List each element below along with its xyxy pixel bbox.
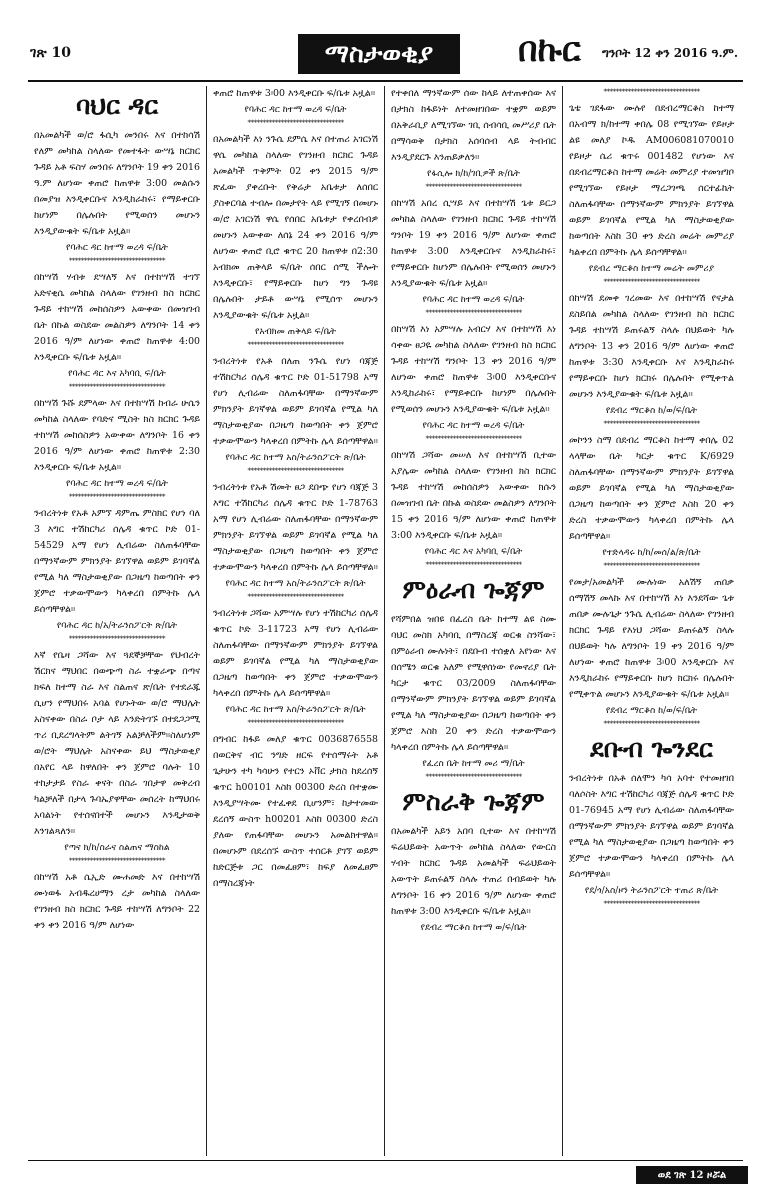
announcement-text: እኛ የቤዛ ጋሻው እና ጓደኞቻቸው የህብረት ሽርክና ማህበር በወጭጣ ስራ ተቋራጭ በጣና ክፍለ ከተማ ስራ እና ስልጠና ጽ/ቤት የተደራጁ ሲሆን የማህበሩ አባል የሆኑትው ወ/ሮ ማህሌት አስናቀው በስራ ቦታ ላይ እንድትገኙ በተደጋጋሚ ጥሪ ቢደረግላትም ልትገኝ አልቻለችም።ስለሆነም ወ/ሮት ማህሌት አስናቀው ይህ ማስታወቂያ በአየር ላይ ከዋለበት ቀን ጀምሮ ባሉት 10 ተከታታይ የስራ ቀናት በስራ ገበታዋ መቅረብ ካልቻለች በታላ ጉባኤያዋቸው መሰረት ከማህበሩ አባልነት የተሰናበተች መሆኑን እንዲታወቅ እንገልጻለን። [34,650,200,837]
issuer-signature: የጣና ክ/ከ/ስራና ስልጠና ማስከል [64,843,170,853]
announcement-text: በግብር ከፋይ መለያ ቁጥር 0036876558 በወርቅና ብር ንግድ ዘርፍ የተሰማሩት አቶ ጌታሁን ተካ ካሳሁን የተርን ኦቨር ታክስ ከደረሰኝ ቁጥር h00101 እስከ 00300 ድረስ በተቋሙ እንዲያሣትሙ የተፈቀደ ቢሆንም፣ ከታተመው ደረሰኝ ውስጥ h00201 እስከ 00300 ድረስ ያለው የጠፋባቸው መሆኑን አመልክተዋል። በመሆኑም በደረሰኙ ውስጥ ተሰርቶ ያገኘ ወይም ከድርጅቱ ጋር በመፈፀም፣ ከፍያ ለመፈፀም በማስረጃነት [213,734,378,889]
issuer-signature: የአብክመ ጠቅላይ ፍ/ቤት [254,327,337,337]
column-4 [562,86,740,1156]
page-number: ገጽ 10 [30,45,72,61]
issuer-signature: የደብረ ማርቆስ ከተማ መሬት መምሪያ [588,264,715,274]
issuer-signature: የባሕር ዳር ከተማ ወረዳ ፍ/ቤት [244,105,347,115]
column-2 [206,86,384,1156]
region-heading: ምዕራብ ጐጃም [402,575,545,604]
issuer-signature: የተድላዳሩ ከ/ከ/መሰ/ል/ጽ/ቤት [602,548,701,558]
announcement-text: በአመልካች እነ ንጉሴ ደምሴ እና በተጠሪ አገርነሽ ዋሴ መካከል ስላለው የገንዘብ ክርክር ጉዳይ አመልካች ጥቅምት 02 ቀን 2015 ዓ/ም ጽፈው ያቀረቡት የቅሬታ አቤቱታ ለሰበር ያስቀርባል ተብሎ በመታየት ላይ የሚገኝ በመሆኑ ወ/ሮ አገርነሽ ዋሴ የሰበር አቤቱታ የቀረበብዎ መሆኑን አውቀው ለሰኔ 24 ቀን 2016 ዓ/ም ለሆነው ቀጠሮ ቢሮ ቁጥር 20 ከጠዋቱ በ2:30 አብክመ ጠቅላይ ፍ/ቤት ሰበር ሰሚ ችሎት እንዲቀርቡ፣ የማይቀርቡ ከሆነ ግን ጉዳዩ በሌሉበት ታይቶ ውሣኔ የሚሰጥ መሆኑን እንዲያውቁት ፍ/ቤቱ አዟል። [213,134,378,321]
issuer-signature: የባሕር ዳር ከተማ አስ/ትራንስፖርት ጽ/ቤት [225,453,366,463]
announcement-text: ንብረትነቱ በአቶ ሰለሞን ካሳ አባተ የተመዘገበ ባለሶስት እግር ተሽከርካሪ ባጃጅ ሰሌዳ ቁጥር ኮድ 01-76945 አማ የሆነ ሊብሬው ስለጠፋባቸው በማንኛውም ምክንያት ይገኘዋል ወይም ይገባኛል የሚል ካለ ማስታወቂያው በጋዜጣ ከወጣበት ቀን ጀምሮ ተቃውሞውን ካላቀረበ በምትኩ ሌላ ይሰጣቸዋል። [569,773,734,880]
star-separator: ******************************** [69,635,165,643]
announcement-text: ንብረትነቱ ጋሻው አምሣሉ የሆነ ተሽከርካሪ ሰሌዳ ቁጥር ኮድ 3-11723 አማ የሆነ ሊብሬው ስለጠፋባቸው በማንኛውም ምክንያት ይገኘዋል ወይም ይገባኛል የሚል ካለ ማስታወቂያው በጋዜጣ ከወጣበት ቀን ጀምሮ ተቃውሞውን ካላቀረበ በምትኩ ሌላ ይሰጣቸዋል። [213,608,378,699]
star-separator: ******************************** [247,119,344,127]
star-separator: ******************************** [425,183,522,191]
issuer-signature: የደብረ ማርቆስ ከተማ ወ/ፍ/ቤት [420,923,527,933]
star-separator: ******************************** [603,420,700,428]
announcement-text: የተቀበለ ማንኛውም ሰው ከላይ ለተጠቀሰው እና በታክስ ከፋይነት ለተመዘገበው ተቋም ወይም በአቅራቢያ ለሚገኘው ገቢ ሰብሳቢ መሥሪያ ቤት በማሳወቅ በታክስ አሰባሰብ ላይ ትብብር እንዲያደርጉ እንጠይቃለን። [391,88,556,163]
announcement-text: በከሣሽ ጉሹ ደምላው እና በተከሣሽ ከብራ ሁሴን መካከል ስላለው የባድና ሚስት ክስ ክርክር ጉዳይ ተከሣሽ መከሰስዎን አውቀው ለግንቦት 16 ቀን 2016 ዓ/ም ለሆነው ቀጠሮ ከጠዋቱ 2:30 እንዲቀርቡ ፍ/ቤቱ አዟል። [34,398,200,473]
issuer-signature: የደብረ ማርቆስ ከ/ወ/ፍ/ቤት [605,406,698,416]
section-banner: ማስታወቂያ [298,34,460,74]
announcement-text: በከሣሽ ሃብቱ ደሣለኝ እና በተከሣሽ ተገኘ አድናቂሴ መካከል ስላለው የገንዘብ ክስ ክርክር ጉዳይ ተከሣሽ መከሰስዎን አውቀው በመዝገብ ቤት በኩል ወስደው መልስዎን ለግንቦት 14 ቀን 2016 ዓ/ም ለሆነው ቀጠሮ ከጠዋቱ 4:00 እንዲቀርቡ ፍ/ቤቱ አዟል። [34,272,200,363]
announcement-text: ቀጠሮ ከጠዋቱ 3፡00 እንዲቀርቡ ፍ/ቤቱ አዟል። [213,88,376,99]
region-heading: ደቡብ ጐንደር [590,734,713,763]
star-separator: ******************************** [603,900,700,908]
issuer-signature: የባሕር ዳር ከተማ አስ/ትራንስፖርት ጽ/ቤት [225,579,366,589]
continue-badge: ወደ ገጽ 12 ዞሯል [636,1166,748,1184]
star-separator: ******************************** [425,561,522,569]
announcement-columns [28,86,744,1156]
issue-dateline: ግንቦት 12 ቀን 2016 ዓ.ም. [602,46,739,60]
page-header [0,0,768,80]
star-separator: ******************************** [425,773,522,781]
issuer-signature: የባሕር ዳር ከተማ ወረዳ ፍ/ቤት [66,479,168,489]
star-separator: ******************************** [247,719,344,727]
issuer-signature: የደ/ጎ/አስ/ዞን ትራንስፖርት ተጠሪ ጽ/ቤት [584,886,719,896]
star-separator: ******************************** [425,435,522,443]
column-1 [28,86,206,1156]
star-separator: ******************************** [603,278,700,286]
announcement-text: በከሣሽ አበረ ሲሣይ እና በተከሣሽ ጌቱ ይርጋ መካከል ስላለው የገንዘብ ክርክር ጉዳይ ተከሣሽ ግንቦት 19 ቀን 2016 ዓ/ም ለሆነው ቀጠሮ ከጠዋቱ 3:00 እንዲቀርቡና እንዲከራከሩ፣ የማይቀርቡ ከሆነም በሌሉበት የሚወሰን መሆኑን እንዲያውቁት ፍ/ቤቱ አዟል። [391,198,556,289]
star-separator: ******************************** [425,309,522,317]
announcement-text: በከሣሽ ደመቀ ገረመው እና በተከሣሽ የናታል ደስይበል መካከል ስላለው የገንዘብ ክስ ክርክር ጉዳይ ተከሣሽ ይጠሩልኝ ስላሉ በህይወት ካሉ ለግንቦት 13 ቀን 2016 ዓ/ም ለሆነው ቀጠሮ ከጠዋቱ 3:30 እንዲቀርቡ እና እንዲከራከሩ የማይቀርቡ ከሆነ ክርክሩ በሌሉበት የሚቀጥል መሆኑን እንዲያውቁት ፍ/ቤቱ አዟል። [569,293,734,400]
star-separator: ******************************** [69,857,165,865]
announcement-text: በአመልካች ወ/ሮ ፋሲካ መንበሩ እና በተከሳሽ የለም መካከል ስላለው የመተፋት ውሣኔ ክርክር ጉዳይ አቶ ፍስሃ መንበሩ ለግንቦት 19 ቀን 2016 ዓ.ም ለሆነው ቀጠሮ ከጠዋቱ 3:00 መልሱን በመያዝ እንዲቀርቡና እንዲከራከሩ፣ የማይቀርቡ ከሆነም በሌሉበት የሚወሰን መሆኑን እንዲያውቁት ፍ/ቤቱ አዟል። [34,130,200,237]
announcement-text: ንብረትነቱ የአቶ ሽመት ፀጋ ደበጭ የሆነ ባጃጅ 3 እግር ተሽከርካሪ ሰሌዳ ቁጥር ኮድ 1-78763 አማ የሆነ ሊብሬው ስለጠፋባቸው በማንኛውም ምክንያት ይገኘዋል ወይም ይገባኛል የሚል ካለ ማስታወቂያው በጋዜጣ ከወጣበት ቀን ጀምሮ ተቃውሞውን ካላቀረበ በምትኩ ሌላ ይሰጣቸዋል። [213,482,378,573]
star-separator: ******************************** [247,341,344,349]
footer-rule [28,1160,743,1161]
issuer-signature: የባሕር ዳር እና አካባቢ ፍ/ቤት [68,369,166,379]
star-separator: ******************************** [247,593,344,601]
column-3 [384,86,562,1156]
announcement-text: ንብረትነቱ የአቶ አምኘ ዳምጤ ምስክር የሆነ ባለ 3 እግር ተሽከርካሪ ሰሌዳ ቁጥር ኮድ 01-54529 አማ የሆነ ሊብሬው ስለጠፋባቸው በማንኛውም ምክንያት ይገኘዋል ወይም ይገባኛል የሚል ካለ ማስታወቂያው በጋዜጣ ከወጣበት ቀን ጀምሮ ተቃውሞውን ካላቀረበ በምትኩ ሌላ ይሰጣቸዋል። [34,508,200,615]
star-separator: ******************************** [69,493,165,501]
announcement-text: የመታ/አመልካች ሙሉነው አለሽኝ ጠበቃ ሰማሽኝ መላኩ እና በተከሣሽ እነ እንደሻው ጌቱ ጠበቃ ሙሉጌታ ንጉሴ ሊብሬው ስላለው የገንዘብ ክርክር ጉዳይ የእነህ ጋሻው ይጠሩልኝ ስላሉ በህይወት ካሉ ለግንቦት 19 ቀን 2016 ዓ/ም ለሆነው ቀጠሮ ከጠዋቱ 3፡00 እንዲቀርቡ እና እንዲከራከሩ የማይቀርቡ ከሆነ ክርክሩ በሌሉበት የሚቀጥል መሆኑን እንዲያውቁት ፍ/ቤቱ አዟል። [569,577,734,700]
issuer-signature: የባሕር ዳር ከተማ አስ/ትራንስፖርት ጽ/ቤት [225,705,366,715]
announcement-text: በአመልካች አይን አበባ ቢተው እና በተከሣሽ ፍሬህይወት አውጥት መካከል ስላለው የውርስ ሃብት ክርክር ጉዳይ አመልካች ፍሬህይወት አውጥት ይጠሩልኝ ስላሉ ተጠሪ በብይወት ካሉ ለግንቦት 16 ቀን 2016 ዓ/ም ለሆነው ቀጠሮ ከጠዋቱ 3:00 እንዲቀርቡ ፍ/ቤቱ አዟል። [391,826,556,917]
star-separator: ******************************** [69,257,165,265]
announcement-text: ንብረትነቱ የአቶ በለጠ ንጉሴ የሆነ ባጃጅ ተሽከርካሪ ሰሌዳ ቁጥር ኮድ 01-51798 አማ የሆነ ሊብሬው ስለጠፋባቸው በማንኛውም ምክንያት ይገኛዋል ወይም ይገባኛል የሚል ካለ ማስታወቂያው በጋዜጣ ከወጣበት ቀን ጀምሮ ተቃውሞውን ካላቀረበ በምትኩ ሌላ ይሰጣቸዋል። [213,356,378,447]
announcement-text: ጌቴ ገደፋው ሙሉየ በደብረማርቆስ ከተማ በአብማ ክ/ከተማ ቀበሌ 08 የሚገኘው የይዞታ ልዩ መለያ ኮዱ AM006081070010 የይዞታ ሴሪ ቁጥሩ 001482 የሆነው እና በደብረማርቆስ ከተማ መሬት መምሪያ ተመዝግቦ የሚገኘው የይዞታ ማረጋገጫ ሰርተፊኬት ስለጠፋባቸው በማንኛውም ምክንያት ይገኘዋል ወይም ይገባኛል የሚል ካለ ማስታወቂያው ከወጣበት እስከ 30 ቀን ድረስ መሬት መምሪያ ካልቀረበ በምትኩ ሌላ ይሰጣቸዋል። [569,103,734,258]
issuer-signature: የባሕር ዳር ከ/አ/ትራንስፖርት ጽ/ቤት [56,621,178,631]
star-separator: ******************************** [603,720,700,728]
star-separator: ******************************** [603,88,700,96]
star-separator: ******************************** [247,467,344,475]
announcement-text: በከሣሽ እነ አምሣሉ አብርሃ እና በተከሣሽ እነ ሳቀው ፀጋዬ መካከል ስላለው የገንዘብ ክስ ክርክር ጉዳይ ተከሣሽ ግንቦት 13 ቀን 2016 ዓ/ም ለሆነው ቀጠሮ ከጠዋቱ 3፡00 እንዲቀርቡና እንዲከራከሩ፣ የማይቀርቡ ከሆነም በሌሉበት የሚወሰን መሆኑን እንዲያውቁት ፍ/ቤቱ አዟል። [391,324,556,415]
star-separator: ******************************** [69,383,165,391]
issuer-signature: የፈረስ ቤት ከተማ መሪ ማ/ቤት [422,759,525,769]
issuer-signature: የባሕር ዳር ከተማ ወረዳ ፍ/ቤት [66,243,168,253]
issuer-signature: የባሕር ዳር እና አካባቢ ፍ/ቤት [424,547,523,557]
newspaper-brand: በኩር [518,30,581,70]
issuer-signature: የባሕር ዳር ከተማ ወረዳ ፍ/ቤት [422,295,525,305]
announcement-text: በከሣሽ ጋሻው መሠለ እና በተከሣሽ ቢተው አያሌው መካከል ስላለው የገንዘብ ክስ ክርክር ጉዳይ ተከሣሽ መከሰስዎን አውቀው ክሱን በመዝገብ ቤት በኩል ወስደው መልስዎን ለግንቦት 15 ቀን 2016 ዓ/ም ለሆነው ቀጠሮ ከጠዋቱ 3:00 እንዲቀርቡ ፍ/ቤቱ አዟል። [391,450,556,541]
star-separator: ******************************** [603,562,700,570]
header-rule [28,80,743,82]
announcement-text: መኮንን ስማ በደብረ ማርቆስ ከተማ ቀበሌ 02 ላላቸው ቤት ካርታ ቁጥር K/6929 ስለጠፋባቸው በማንኛውም ምክንያት ይገኘዋል ወይም ይገባኛል የሚል ካለ ማስታወቂያው በጋዜጣ ከወጣበት ቀን ጀምሮ እስከ 20 ቀን ድረስ ተቃውሞውን ካላቀረበ በምትኩ ሌላ ይሰጣቸዋል። [569,435,734,542]
region-heading: ባህር ዳር [75,91,159,120]
issuer-signature: የፋሲሎ ክ/ከ/ገቢዎች ጽ/ቤት [427,169,520,179]
announcement-text: የሻምበል ዝበዩ በፈረስ ቤት ከተማ ልዩ ስሙ ባህር መስክ አካባቢ በማስረጃ ወርቁ ስንሻው፣ በምዕራብ ሙሉነት፣ በደቡብ ተሰቋለ አየነው እና በሰሜን ወርቁ አለም የሚዋሰነው የመኖሪያ ቤት ካርታ ቁጥር 03/2009 ስለጠፋባቸው በማንኛውም ምክንያት ይገኘዋል ወይም ይገባኛል የሚል ካለ ማስታወቂያው በጋዜጣ ከወጣበት ቀን ጀምሮ እስከ 20 ቀን ድረስ ተቃውሞውን ካላቀረበ በምትኩ ሌላ ይሰጣቸዋል። [391,614,556,753]
issuer-signature: የባሕር ዳር ከተማ ወረዳ ፍ/ቤት [422,421,525,431]
issuer-signature: የደብረ ማርቆስ ከ/ወ/ፍ/ቤት [605,706,698,716]
announcement-text: በከሣሽ አቶ ሴኢድ ሙሐመድ እና በተከሣሽ ሙነወፋ አብዱረሀማን ረታ መካከል ስላለው የገንዘብ ክስ ክርክር ጉዳይ ተከሣሽ ለግንቦት 22 ቀን ቀን 2016 ዓ/ም ለሆነው [34,872,200,931]
region-heading: ምስራቅ ጐጃም [402,787,545,816]
